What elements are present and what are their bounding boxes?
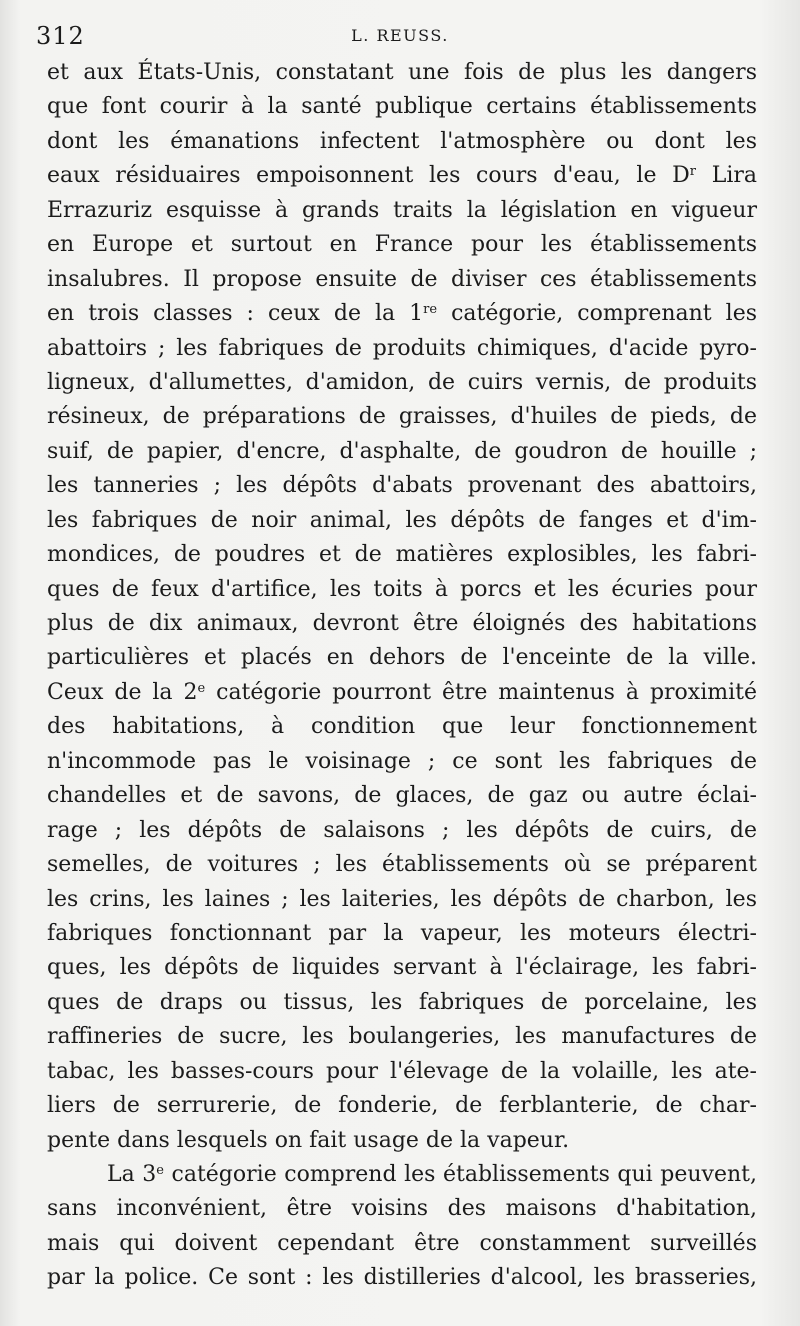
text-line: suif, de papier, d'encre, d'asphalte, de goudron de houille ; <box>47 438 757 464</box>
page-number: 312 <box>36 22 85 50</box>
text-line: Ceux de la 2e catégorie pourront être maintenus à proximité <box>47 679 757 705</box>
text-line: insalubres. Il propose ensuite de diviser ces établissements <box>47 266 757 292</box>
superscript: r <box>689 164 697 180</box>
text-line: en trois classes : ceux de la 1re catégorie, comprenant les <box>47 301 757 327</box>
page-header <box>36 18 764 58</box>
text-line: plus de dix animaux, devront être éloignés des habitations <box>47 611 757 636</box>
text-line: les crins, les laines ; les laiteries, les dépôts de charbon, les <box>47 886 757 912</box>
text-line: rage ; les dépôts de salaisons ; les dépôts de cuirs, de <box>47 817 757 843</box>
text-line: liers de serrurerie, de fonderie, de ferblanterie, de char- <box>47 1093 757 1119</box>
text-line: eaux résiduaires empoisonnent les cours d'eau, le $D^r$ Lira <box>47 163 757 189</box>
text-line: tabac, les basses-cours pour l'élevage de la volaille, les ate- <box>47 1058 757 1084</box>
body-text <box>47 56 757 1296</box>
superscript: re <box>423 302 438 318</box>
superscript: e <box>197 680 206 696</box>
paragraph <box>47 56 757 1158</box>
text-line: particulières et placés en dehors de l'enceinte de la ville. <box>47 645 757 671</box>
text-line: Errazuriz esquisse à grands traits la législation en vigueur <box>47 197 757 223</box>
text-line: dont les émanations infectent l'atmosphère ou dont les <box>47 128 757 154</box>
text-line: résineux, de préparations de graisses, d'huiles de pieds, de <box>47 404 757 430</box>
text-line: des habitations, à condition que leur fonctionnement <box>47 714 757 740</box>
text-line: semelles, de voitures ; les établissements où se préparent <box>47 852 757 878</box>
text-line: mondices, de poudres et de matières explosibles, les fabri- <box>47 542 757 568</box>
text-line: La 3e catégorie comprend les établissements qui peuvent, <box>107 1162 757 1187</box>
text-line: par la police. Ce sont : les distilleries d'alcool, les brasseries, <box>47 1265 757 1291</box>
text-line: et aux États-Unis, constatant une fois de plus les dangers <box>47 60 757 85</box>
text-line: pente dans lesquels on fait usage de la vapeur. <box>47 1127 570 1153</box>
text-line: mais qui doivent cependant être constamment surveillés <box>47 1230 757 1256</box>
text-line: les tanneries ; les dépôts d'abats provenant des abattoirs, <box>47 473 757 499</box>
text-line: raffineries de sucre, les boulangeries, les manufactures de <box>47 1024 757 1050</box>
text-line: en Europe et surtout en France pour les établissements <box>47 232 757 258</box>
paragraph <box>47 1158 757 1296</box>
text-line: les fabriques de noir animal, les dépôts de fanges et d'im- <box>47 507 757 533</box>
text-line: ques, les dépôts de liquides servant à l'éclairage, les fabri- <box>47 955 757 981</box>
text-line: ques de draps ou tissus, les fabriques de porcelaine, les <box>47 989 757 1015</box>
text-line: n'incommode pas le voisinage ; ce sont les fabriques de <box>47 748 757 774</box>
text-line: chandelles et de savons, de glaces, de gaz ou autre éclai- <box>47 783 757 809</box>
text-line: ligneux, d'allumettes, d'amidon, de cuirs vernis, de produits <box>47 369 757 395</box>
text-line: ques de feux d'artifice, les toits à porcs et les écuries pour <box>47 576 757 602</box>
superscript: e <box>156 1163 164 1178</box>
text-line: abattoirs ; les fabriques de produits chimiques, d'acide pyro- <box>47 335 757 361</box>
text-line: que font courir à la santé publique certains établissements <box>47 94 757 120</box>
text-line: fabriques fonctionnant par la vapeur, les moteurs électri- <box>47 920 757 946</box>
running-head: L. REUSS. <box>351 26 449 45</box>
text-line: sans inconvénient, être voisins des maisons d'habitation, <box>47 1196 757 1222</box>
